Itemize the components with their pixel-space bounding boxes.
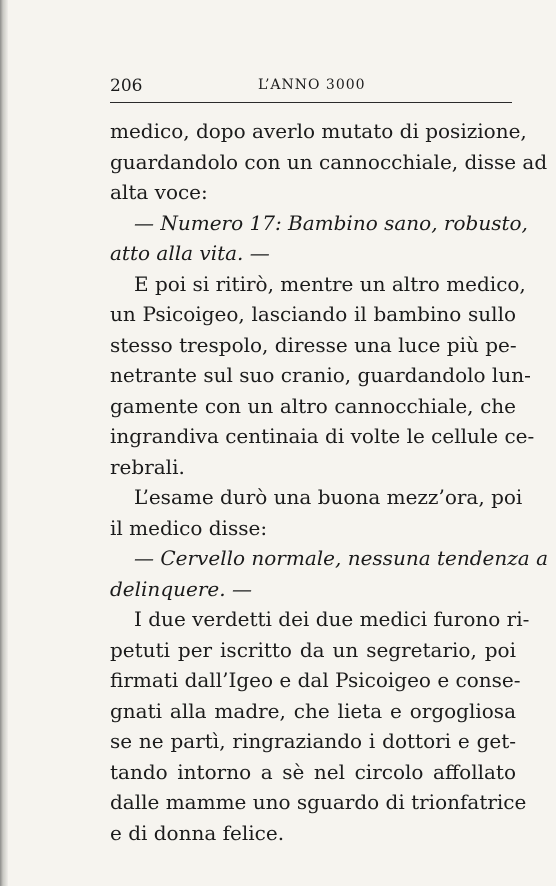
- text-line: atto alla vita. —: [110, 241, 270, 265]
- text-line: delinquere. —: [110, 576, 252, 601]
- header-rule: [110, 102, 512, 103]
- text-line: L’esame durò una buona mezz’ora, poi: [134, 485, 523, 509]
- text-line: stesso trespolo, diresse una luce più pe-: [110, 332, 517, 357]
- text-line: se ne partì, ringraziando i dottori e get-: [110, 729, 516, 753]
- text-line: il medico disse:: [110, 515, 268, 540]
- text-line: medico, dopo averlo mutato di posizione,: [110, 119, 527, 143]
- text-line: — Cervello normale, nessuna tendenza a: [134, 546, 549, 570]
- page-edge: [0, 0, 8, 886]
- body-text: [110, 116, 549, 848]
- text-line: guardandolo con un cannocchiale, disse ad: [110, 149, 548, 174]
- text-line: netrante sul suo cranio, guardandolo lun-: [110, 363, 531, 387]
- text-line: gnati alla madre, che lieta e orgogliosa: [110, 698, 516, 723]
- page-header: [110, 76, 512, 98]
- text-line: tando intorno a sè nel circolo affollato: [110, 759, 516, 784]
- text-line: firmati dall’Igeo e dal Psicoigeo e conse-: [110, 668, 521, 692]
- page-number: 206: [110, 76, 143, 96]
- text-line: petuti per iscritto da un segretario, poi: [110, 637, 516, 662]
- text-line: ingrandiva centinaia di volte le cellule ce-: [110, 424, 535, 448]
- text-line: un Psicoigeo, lasciando il bambino sullo: [110, 302, 516, 326]
- text-line: gamente con un altro cannocchiale, che: [110, 393, 516, 418]
- text-line: e di donna felice.: [110, 820, 285, 845]
- text-line: rebrali.: [110, 454, 185, 479]
- text-line: — Numero 17: Bambino sano, robusto,: [134, 210, 528, 235]
- running-title: L’ANNO 3000: [258, 77, 366, 93]
- text-line: E poi si ritirò, mentre un altro medico,: [134, 271, 526, 296]
- text-line: dalle mamme uno sguardo di trionfatrice: [110, 790, 527, 814]
- text-line: alta voce:: [110, 180, 208, 204]
- text-line: I due verdetti dei due medici furono ri-: [134, 607, 530, 631]
